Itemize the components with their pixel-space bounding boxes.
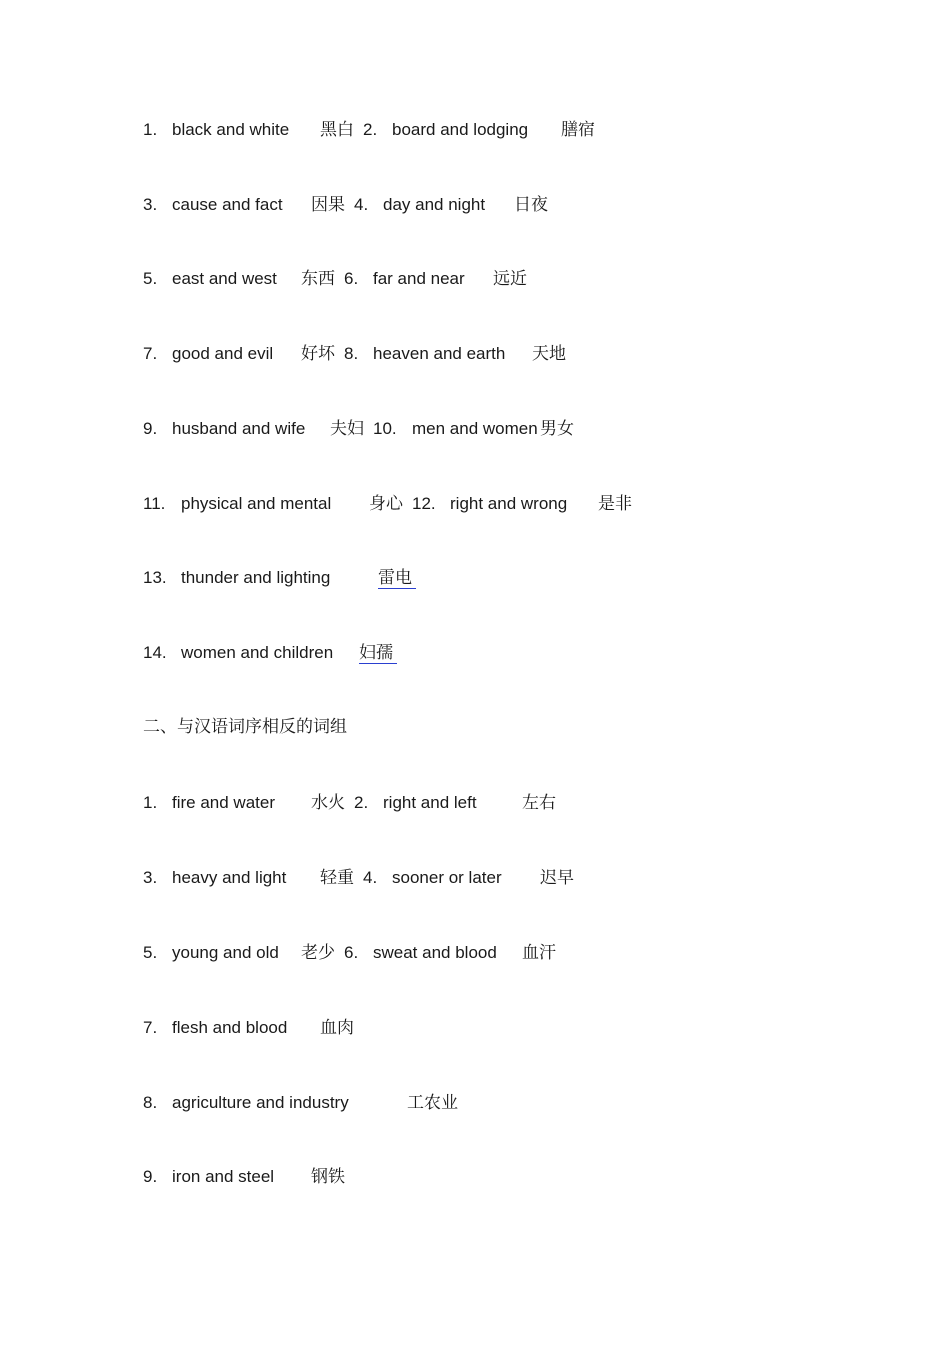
item-number: 4.	[354, 195, 369, 214]
english-phrase: flesh and blood	[172, 1018, 288, 1037]
chinese-translation: 钢铁	[311, 1167, 345, 1186]
item-number: 3.	[143, 195, 158, 214]
chinese-translation: 老少	[301, 943, 335, 962]
item-number: 5.	[143, 269, 158, 288]
item-number: 6.	[344, 943, 359, 962]
english-phrase: women and children	[181, 643, 334, 662]
phrase-row	[143, 1167, 345, 1267]
english-phrase: east and west	[172, 269, 277, 288]
english-phrase: far and near	[373, 269, 465, 288]
item-number: 7.	[143, 344, 158, 363]
english-phrase: physical and mental	[181, 494, 332, 513]
chinese-translation: 日夜	[514, 195, 548, 214]
english-phrase: agriculture and industry	[172, 1093, 349, 1112]
english-phrase: iron and steel	[172, 1167, 275, 1186]
item-number: 2.	[354, 793, 369, 812]
item-number: 1.	[143, 793, 158, 812]
english-phrase: board and lodging	[392, 120, 529, 139]
item-number: 13.	[143, 568, 167, 587]
english-phrase: heaven and earth	[373, 344, 506, 363]
english-phrase: day and night	[383, 195, 486, 214]
chinese-translation: 东西	[301, 269, 335, 288]
item-number: 8.	[344, 344, 359, 363]
english-phrase: right and wrong	[450, 494, 568, 513]
item-number: 9.	[143, 1167, 158, 1186]
english-phrase: young and old	[172, 943, 279, 962]
english-phrase: fire and water	[172, 793, 275, 812]
chinese-translation: 远近	[493, 269, 527, 288]
chinese-translation: 轻重	[320, 868, 354, 887]
english-phrase: husband and wife	[172, 419, 306, 438]
chinese-translation: 黑白	[320, 120, 354, 139]
chinese-translation: 工农业	[407, 1093, 458, 1112]
chinese-translation-link[interactable]: 雷电	[378, 568, 416, 589]
item-number: 3.	[143, 868, 158, 887]
chinese-translation: 血肉	[320, 1018, 354, 1037]
chinese-translation: 男女	[540, 419, 574, 438]
item-number: 5.	[143, 943, 158, 962]
chinese-translation: 夫妇	[330, 419, 364, 438]
chinese-translation: 是非	[598, 494, 632, 513]
english-phrase: cause and fact	[172, 195, 283, 214]
english-phrase: men and women	[412, 419, 538, 438]
section-heading-text: 二、与汉语词序相反的词组	[143, 717, 347, 736]
chinese-translation: 天地	[532, 344, 566, 363]
item-number: 6.	[344, 269, 359, 288]
chinese-translation: 好坏	[301, 344, 335, 363]
chinese-translation: 血汗	[522, 943, 556, 962]
english-phrase: thunder and lighting	[181, 568, 331, 587]
section-heading	[143, 717, 347, 777]
item-number: 14.	[143, 643, 167, 662]
chinese-translation: 身心	[369, 494, 403, 513]
chinese-translation: 膳宿	[561, 120, 595, 139]
item-number: 4.	[363, 868, 378, 887]
item-number: 8.	[143, 1093, 158, 1112]
item-number: 1.	[143, 120, 158, 139]
english-phrase: sooner or later	[392, 868, 502, 887]
chinese-translation: 水火	[311, 793, 345, 812]
english-phrase: good and evil	[172, 344, 274, 363]
english-phrase: black and white	[172, 120, 290, 139]
item-number: 2.	[363, 120, 378, 139]
english-phrase: right and left	[383, 793, 477, 812]
item-number: 12.	[412, 494, 436, 513]
item-number: 10.	[373, 419, 397, 438]
english-phrase: heavy and light	[172, 868, 287, 887]
item-number: 9.	[143, 419, 158, 438]
chinese-translation: 因果	[311, 195, 345, 214]
item-number: 11.	[143, 494, 166, 513]
chinese-translation: 迟早	[540, 868, 574, 887]
english-phrase: sweat and blood	[373, 943, 497, 962]
item-number: 7.	[143, 1018, 158, 1037]
chinese-translation: 左右	[522, 793, 556, 812]
chinese-translation-link[interactable]: 妇孺	[359, 643, 397, 664]
